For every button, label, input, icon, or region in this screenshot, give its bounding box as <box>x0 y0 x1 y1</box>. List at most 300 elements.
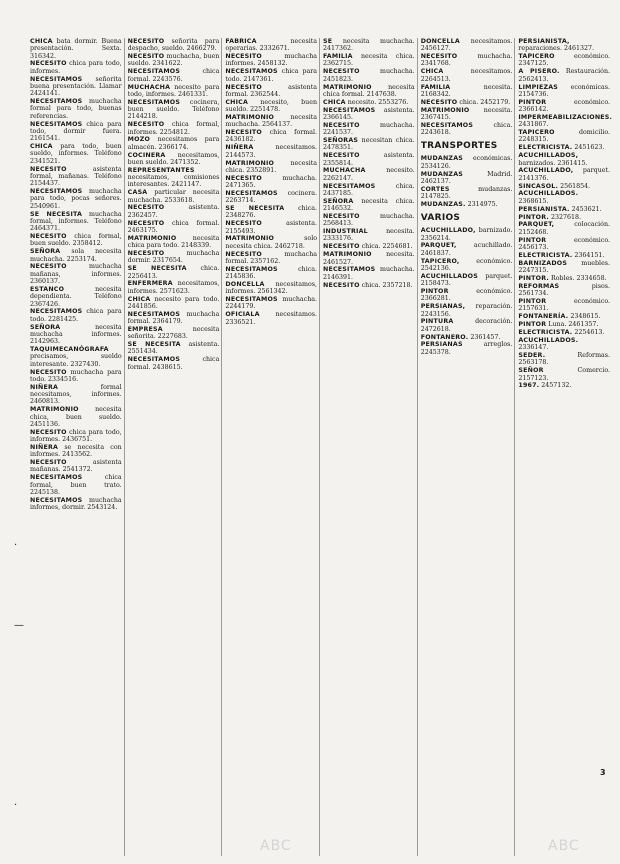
classified-ad <box>323 152 415 167</box>
ad-heading: PINTOR <box>420 288 449 296</box>
ad-text: chica. 2256413. <box>127 265 220 280</box>
ad-text: muchacha informes. 2458132. <box>225 53 318 68</box>
ad-text: chica formal, buen trato. 2245138. <box>30 474 122 496</box>
ad-text: necesita. 2367415. <box>420 106 513 121</box>
ad-text: barnizado. 2356214. <box>420 227 513 242</box>
classified-ad <box>518 313 610 320</box>
classified-ad <box>128 99 220 121</box>
ad-text: 2327618. <box>549 213 582 221</box>
ad-heading: NECESITO <box>225 83 262 91</box>
classified-ad <box>30 188 122 210</box>
ad-heading: SE <box>323 38 333 45</box>
ad-text: muchacha, buen sueldo. 2341622. <box>127 53 220 68</box>
ad-heading: SE NECESITA <box>127 341 181 349</box>
classified-ad <box>421 201 513 208</box>
ad-text: asistenta. 2551434. <box>127 341 220 356</box>
ad-heading: TAPICERO <box>518 129 555 137</box>
ad-text: bata dormir. Buena presentación. Sexta. 316342. <box>30 38 122 60</box>
ad-text: formal necesitamos, informes. 2460813. <box>30 383 122 406</box>
classified-ad <box>225 38 317 53</box>
ad-text: necesita operarias. 2332671. <box>225 38 318 53</box>
ad-heading: NIÑERA <box>30 443 59 451</box>
classified-ad <box>30 233 122 248</box>
classified-ad <box>225 160 317 175</box>
ad-text: chica. 2348276. <box>225 205 318 220</box>
classified-ad <box>518 329 610 336</box>
ad-text: cocinera, buen sueldo. Teléfono 2144218. <box>127 98 220 121</box>
margin-mark-3: · <box>14 800 18 811</box>
ad-heading: CHICA <box>420 68 444 76</box>
ad-heading: PARQUET, <box>420 242 457 250</box>
classified-ad <box>421 155 513 170</box>
ad-heading: PINTOR <box>518 98 547 106</box>
ad-text: muchacha formal. 2364179. <box>127 310 220 326</box>
classifieds-columns <box>30 38 612 856</box>
classified-ad <box>323 282 415 289</box>
ad-text: Restauración. 2562413. <box>518 68 611 83</box>
classified-ad <box>225 266 317 281</box>
classified-ad <box>323 107 415 122</box>
classified-ad <box>30 38 122 60</box>
ad-text: Luna. 2461357. <box>546 321 599 329</box>
classified-ad <box>128 341 220 356</box>
classified-ad <box>225 114 317 129</box>
classified-ad <box>225 235 317 250</box>
ad-heading: NECESITO <box>323 121 360 129</box>
ad-text: 2451623. <box>572 144 605 152</box>
classified-ad <box>30 497 122 512</box>
classified-ad <box>128 265 220 280</box>
ad-heading: NECESITO <box>323 281 360 289</box>
page-number: 3 <box>600 768 606 777</box>
ad-heading: NIÑERA <box>225 144 254 152</box>
classified-ad <box>323 53 415 68</box>
ad-text: 2453621. <box>569 205 602 213</box>
classified-ad <box>30 76 122 98</box>
ad-text: pisos. 2561734. <box>518 282 611 298</box>
ad-heading: A PISERO. <box>518 68 560 76</box>
classified-ad <box>128 152 220 167</box>
ad-heading: PERSIANISTA. <box>518 205 570 213</box>
ad-heading: NECESITO <box>225 250 262 258</box>
classified-ad <box>30 98 122 120</box>
ad-heading: NECESITAMOS <box>323 182 376 190</box>
classified-ad <box>421 341 513 356</box>
ad-text: necesitamos. 2264513. <box>420 68 513 83</box>
classified-ad <box>30 474 122 496</box>
ad-text: chica formal. 2463175. <box>127 219 220 234</box>
ad-text: muchacha. 2451823. <box>323 68 415 83</box>
classified-ad <box>518 367 610 382</box>
ad-heading: PINTOR <box>518 321 547 329</box>
ad-heading: NECESITO <box>323 243 360 251</box>
classified-ad <box>30 121 122 143</box>
ad-text: económico. 2456173. <box>518 236 611 251</box>
ad-text: necesita chica, buen sueldo. 2451136. <box>30 406 122 428</box>
classified-ad <box>30 166 122 188</box>
ad-text: muchacha. 2244179. <box>225 296 318 311</box>
ad-heading: NECESITAMOS <box>30 308 83 316</box>
ad-heading: SE NECESITA <box>225 205 285 213</box>
classified-ad <box>225 144 317 159</box>
ad-heading: ACUCHILLADOS. <box>518 336 579 344</box>
ad-text: necesito. 2553276. <box>345 98 409 106</box>
ad-heading: REFORMAS <box>518 282 560 290</box>
classified-ad <box>323 251 415 266</box>
ad-heading: MATRIMONIO <box>30 406 79 414</box>
ad-heading: PINTOR. <box>518 274 549 282</box>
ad-text: muchacha dormir. 2317654. <box>127 250 220 265</box>
ad-heading: NECESITAMOS <box>30 496 83 504</box>
ad-text: chica. 2357218. <box>359 281 413 289</box>
classified-ad <box>518 382 610 389</box>
ad-text: reparación. 2243156. <box>420 303 513 318</box>
classified-ad <box>518 275 610 282</box>
ad-heading: PARQUET, <box>518 221 555 229</box>
ad-text: chica para todo. 2281425. <box>30 308 122 323</box>
classified-ad <box>518 38 610 53</box>
ad-heading: OFICIALA <box>225 311 260 319</box>
ad-text: solo necesita chica. 2462718. <box>225 235 318 250</box>
classified-ad <box>128 38 220 53</box>
column-4 <box>323 38 418 856</box>
classified-ad <box>518 283 610 298</box>
ad-text: particular necesita muchacha. 2533618. <box>127 189 220 204</box>
ad-text: 2336147. <box>518 344 549 352</box>
ad-heading: NECESITO <box>127 204 165 212</box>
ad-text: 2348615. <box>568 313 601 321</box>
classified-ad <box>518 321 610 328</box>
ad-text: 2314975. <box>465 200 498 208</box>
ad-heading: NECESITO <box>127 250 165 258</box>
ad-heading: BARNIZADOS <box>518 259 568 267</box>
classified-ad <box>30 384 122 406</box>
ad-heading: CASA <box>127 189 148 197</box>
ad-text: necesitamos. 2456127. <box>420 38 513 53</box>
classified-ad <box>323 167 415 182</box>
ad-text: muchacha formal para todo, buenas referencias. <box>30 98 122 120</box>
ad-text: necesita señorita. 2227683. <box>127 325 220 341</box>
classified-ad <box>225 84 317 99</box>
classified-ad <box>518 68 610 83</box>
ad-text: económico. 2347125. <box>518 53 611 68</box>
ad-text: muchacha para todo. 2334516. <box>30 368 122 383</box>
classified-ad <box>518 206 610 213</box>
ad-heading: NECESITAMOS <box>225 296 278 304</box>
ad-text: necesitamos. 2144573. <box>225 144 318 159</box>
ad-heading: 1967. <box>518 382 540 390</box>
section-heading-transportes: TRANSPORTES <box>420 141 498 152</box>
ad-heading: PINTOR. <box>518 213 549 221</box>
classified-ad <box>323 38 415 53</box>
ad-heading: NECESITO <box>30 368 67 376</box>
ad-heading: SEÑORA <box>30 248 61 256</box>
classified-ad <box>128 84 220 99</box>
classified-ad <box>518 252 610 259</box>
classified-ad <box>30 369 122 384</box>
ad-heading: NECESITO <box>30 459 67 467</box>
ad-text: necesito para todo. 2441856. <box>127 295 220 310</box>
ad-heading: PERSIANAS, <box>420 303 466 311</box>
ad-heading: TAPICERO, <box>420 257 460 265</box>
ad-heading: NECESITAMOS <box>323 106 376 114</box>
classified-ad <box>421 99 513 106</box>
ad-heading: MUCHACHA <box>127 83 171 91</box>
ad-text: necesita chica. 2362715. <box>323 53 415 68</box>
ad-heading: NECESITO <box>30 60 67 68</box>
ad-heading: MUDANZAS <box>420 170 464 178</box>
classified-ad <box>30 263 122 285</box>
ad-text: necesitamos, buen sueldo. 2471352. <box>127 151 220 166</box>
ad-text: necesitamos para almacén. 2366174. <box>127 136 220 151</box>
ad-text: necesita muchacha informes. 2142963. <box>30 323 122 346</box>
classified-ad <box>128 167 220 189</box>
column-5 <box>421 38 516 856</box>
classified-ad <box>421 334 513 341</box>
column-6 <box>518 38 612 856</box>
ad-heading: DONCELLA <box>225 281 265 288</box>
ad-heading: NECESITAMOS <box>225 265 278 273</box>
ad-text: necesitamos, informes. 2561342. <box>225 281 318 296</box>
column-3 <box>225 38 320 856</box>
ad-heading: ACUCHILLADOS <box>420 272 478 280</box>
ad-text: necesita chica. 2146532. <box>323 197 415 213</box>
classified-ad <box>421 318 513 333</box>
ad-heading: MATRIMONIO <box>127 234 177 242</box>
classified-ad <box>518 84 610 99</box>
ad-heading: NECESITO <box>225 129 262 137</box>
ad-heading: SINCASOL. <box>518 182 559 190</box>
ad-heading: NECESITO <box>127 121 165 129</box>
ad-text: necesitamos. 2336521. <box>225 311 318 326</box>
classified-ad <box>128 280 220 295</box>
classified-ad <box>518 53 610 68</box>
ad-text: chica para todo. 2147361. <box>225 68 318 83</box>
classified-ad <box>30 429 122 444</box>
ad-heading: MATRIMONIO <box>225 159 275 167</box>
ad-heading: TAPICERO <box>518 53 555 61</box>
ad-text: chica para todo, informes. <box>30 60 122 75</box>
classified-ad <box>323 122 415 137</box>
ad-text: muchacha. 2471365. <box>225 174 318 189</box>
ad-heading: SEÑOR <box>518 367 544 375</box>
ad-text: muchacha para todo, pocas señores. 2540961. <box>30 188 122 210</box>
classified-ad <box>421 171 513 186</box>
ad-text: chica formal. 2436182. <box>225 129 318 144</box>
ad-text: necesito. 2262147. <box>323 167 415 182</box>
ad-heading: EMPRESA <box>127 325 163 333</box>
ad-text: chica para todo, informes. 2436751. <box>30 428 122 444</box>
classified-ad <box>128 311 220 326</box>
ad-text: muchacha formal, informes. Teléfono 2464371. <box>30 210 122 233</box>
ad-text: 2431867. <box>518 121 549 129</box>
ad-heading: NECESITAMOS <box>225 68 278 76</box>
ad-heading: ELECTRICISTA. <box>518 251 573 259</box>
ad-text: asistenta. 2355814. <box>323 152 415 167</box>
ad-heading: CHICA <box>127 295 151 303</box>
ad-text: asistenta mañanas. 2541372. <box>30 459 122 474</box>
classified-ad <box>323 99 415 106</box>
classified-ad <box>128 204 220 219</box>
classified-ad <box>128 326 220 341</box>
ad-heading: FONTANERO. <box>420 333 469 341</box>
column-1 <box>30 38 125 856</box>
ad-text: Reformas. 2563178. <box>518 352 611 367</box>
ad-text: se necesita con informes. 2413562. <box>30 443 122 459</box>
classified-ad <box>518 183 610 190</box>
classified-ad <box>128 136 220 151</box>
ad-heading: NECESITO <box>225 53 262 61</box>
ad-text: cocinera. 2263714. <box>225 189 318 205</box>
ad-text: asistenta. 2362457. <box>127 204 220 219</box>
ad-heading: PINTURA <box>420 318 454 326</box>
ad-heading: INDUSTRIAL <box>323 228 368 236</box>
ad-text: necesito para todo, informes. 2461331. <box>127 83 220 98</box>
ad-text: 2368615. <box>518 197 549 205</box>
ad-heading: SE NECESITA <box>30 210 83 218</box>
ad-text: chica. 2437185. <box>323 182 415 197</box>
ad-heading: ESTANCO <box>30 285 65 293</box>
classified-ad <box>30 286 122 308</box>
ad-heading: CORTES <box>420 185 450 193</box>
classified-ad <box>518 337 610 352</box>
watermark-right: ABC <box>548 838 580 854</box>
ad-text: señorita buena presentación. Llamar 2424141. <box>30 75 122 98</box>
classified-ad <box>518 221 610 236</box>
ad-heading: MOZO <box>127 136 151 144</box>
ad-heading: ELECTRICISTA. <box>518 144 573 152</box>
classified-ad <box>421 53 513 68</box>
classified-ad <box>128 68 220 83</box>
classified-ad <box>30 60 122 75</box>
ad-heading: MATRIMONIO <box>225 235 275 243</box>
classified-ad <box>225 53 317 68</box>
ad-heading: NECESITO <box>323 212 360 220</box>
ad-heading: FÁBRICA <box>225 38 257 45</box>
classified-ad <box>518 260 610 275</box>
classified-ad <box>225 251 317 266</box>
ad-text: acuchillado. 2461837. <box>420 242 513 257</box>
ad-heading: NECESITO <box>30 233 67 241</box>
ad-heading: NECESITO <box>30 263 67 271</box>
ad-heading: PERSIANAS <box>420 341 463 349</box>
ad-heading: ACUCHILLADOS. <box>518 190 579 198</box>
classified-ad <box>30 346 122 368</box>
classified-ad <box>421 84 513 99</box>
classified-ad <box>225 205 317 220</box>
ad-heading: NECESITAMOS <box>127 98 181 106</box>
ad-text: chica. 2243618. <box>420 121 513 137</box>
classified-ad <box>518 237 610 252</box>
ad-heading: NECESITAMOS <box>30 120 83 128</box>
ad-heading: SE NECESITA <box>127 265 187 273</box>
classified-ad <box>225 190 317 205</box>
classified-ad <box>323 266 415 281</box>
ad-heading: NECESITO <box>127 38 165 45</box>
classified-ad <box>518 298 610 313</box>
ad-heading: SEÑORA <box>323 197 354 205</box>
ad-heading: NECESITO <box>30 165 67 173</box>
classified-ad <box>225 281 317 296</box>
ad-heading: ENFERMERA <box>127 280 173 288</box>
ad-text: 2364151. <box>572 251 605 259</box>
classified-ad <box>30 248 122 263</box>
ad-heading: SEÑORAS <box>323 137 359 145</box>
classified-ad <box>518 144 610 151</box>
ad-text: domicilio. 2248315. <box>518 129 611 144</box>
ad-text: necesita muchacha. 2564137. <box>225 113 318 129</box>
ad-text: barnizados. 2361415. <box>518 159 588 167</box>
ad-text: mudanzas. 2147825. <box>420 185 513 201</box>
classified-ad <box>518 99 610 114</box>
classified-ad <box>30 444 122 459</box>
ad-heading: NECESITO <box>420 98 458 106</box>
ad-heading: MUDANZAS <box>420 155 464 163</box>
classified-ad <box>128 356 220 371</box>
ad-text: necesita dependienta. Teléfono 2367426. <box>30 285 122 308</box>
ad-text: muchacha. 2146391. <box>323 266 415 281</box>
ad-text: chica formal. 2243576. <box>127 68 220 83</box>
ad-heading: NIÑERA <box>30 383 59 391</box>
ad-heading: IMPERMEABILIZACIONES. <box>518 113 613 121</box>
ad-heading: NECESITO <box>127 219 165 227</box>
ad-heading: REPRESENTANTES <box>127 166 195 174</box>
classified-ad <box>421 38 513 53</box>
ad-heading: NECESITAMOS <box>127 356 181 364</box>
ad-text: necesito, buen sueldo. 2251478. <box>225 98 318 114</box>
ad-text: chica para todo, dormir fuera. 2161541. <box>30 120 122 143</box>
ad-text: Madrid. 2462137. <box>420 170 513 185</box>
classified-ad <box>225 296 317 311</box>
classified-ad <box>30 406 122 428</box>
classified-ad <box>225 99 317 114</box>
ad-heading: SEÑORA <box>30 323 61 331</box>
ad-text: 2561854. <box>558 182 591 190</box>
ad-text: muchacha mañanas, informes. 2360137. <box>30 263 122 286</box>
ad-text: asistenta. 2366145. <box>323 106 415 121</box>
ad-text: 2361457. <box>468 333 501 341</box>
classified-ad <box>518 113 613 129</box>
ad-text: necesita. 2461527. <box>323 251 415 266</box>
ad-text: económico. 2366281. <box>420 288 513 303</box>
classified-ad <box>421 107 513 122</box>
classified-ad <box>225 68 317 83</box>
ad-text: chica. 2254681. <box>359 243 413 251</box>
classified-ad <box>323 68 415 83</box>
ad-heading: COCINERA <box>127 151 166 159</box>
classified-ad <box>421 258 513 273</box>
classified-ad <box>128 220 220 235</box>
ad-text: económicas. 2154736. <box>518 83 611 98</box>
classified-ad <box>128 121 220 136</box>
ad-text: Comercio. 2157123. <box>518 367 611 382</box>
ad-heading: NECESITO <box>225 174 262 182</box>
ad-text: chica. 2452179. <box>457 98 511 106</box>
classified-ad <box>128 250 220 265</box>
ad-heading: ACUCHILLADO, <box>420 227 476 235</box>
ad-text: muchacha. 2341768. <box>420 53 513 68</box>
ad-text: decoración. 2472618. <box>420 318 513 333</box>
ad-text: muchacha informes, dormir. 2543124. <box>30 496 122 512</box>
ad-heading: CHICA <box>323 98 346 106</box>
classified-ad <box>30 459 122 474</box>
classified-ad <box>421 186 513 201</box>
ad-heading: DONCELLA <box>420 38 460 45</box>
ad-heading: FAMILIA <box>323 53 353 61</box>
ad-text: chica formal, buen sueldo. 2358412. <box>30 233 122 248</box>
classified-ad <box>128 235 220 250</box>
margin-mark-2: — <box>14 620 24 631</box>
